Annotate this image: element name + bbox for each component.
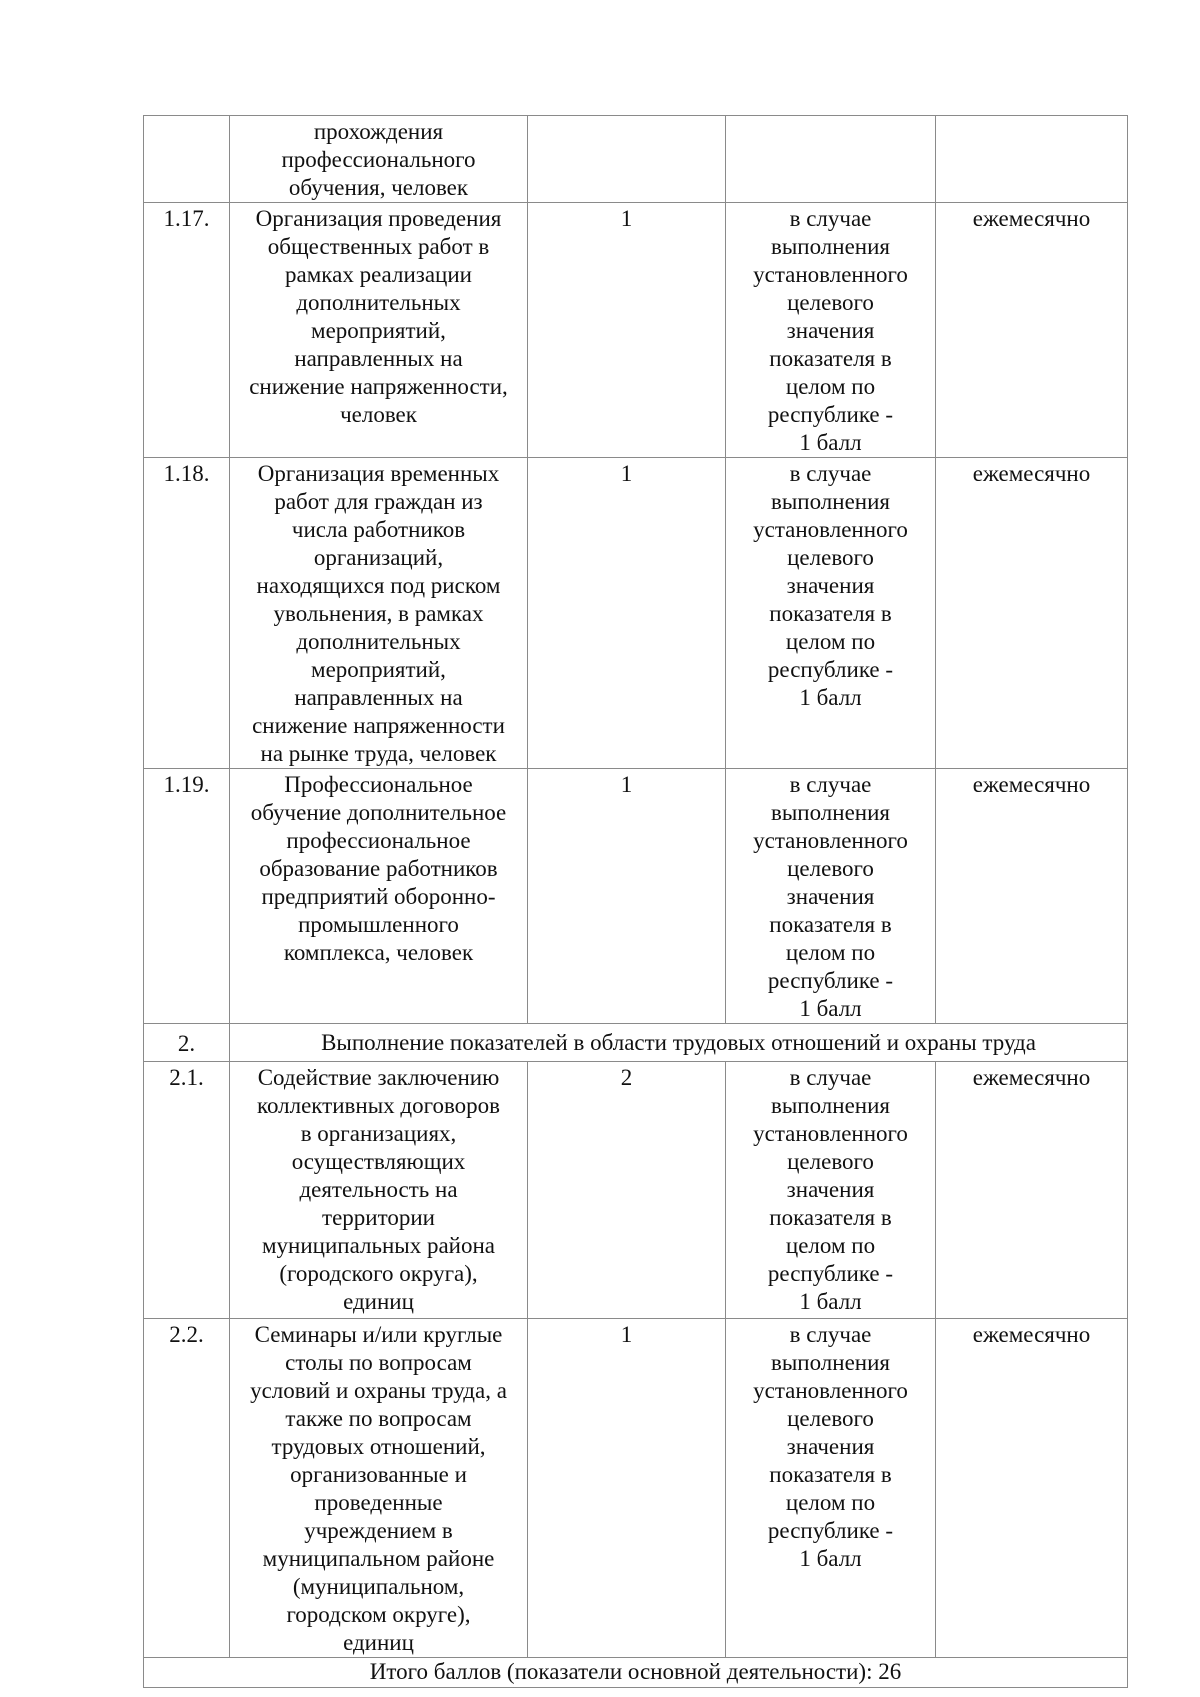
period-cell: ежемесячно bbox=[936, 769, 1128, 1024]
indicator-name-cell: Семинары и/или круглые столы по вопросам условий и охраны труда, а также по вопросам трудовых отношений, организованные и проведенные учреждением в муниципальном районе (муниципальном, городском округе), единиц bbox=[230, 1319, 528, 1658]
points-cell: 1 bbox=[528, 203, 726, 458]
indicator-name-cell: Организация временных работ для граждан из числа работников организаций, находящихся под риском увольнения, в рамках дополнительных мероприятий, направленных на снижение напряженности на рынке труда, человек bbox=[230, 458, 528, 769]
section-title-cell: Выполнение показателей в области трудовых отношений и охраны труда bbox=[230, 1024, 1128, 1062]
table-row bbox=[144, 1062, 1128, 1319]
points-cell bbox=[528, 116, 726, 203]
condition-cell: в случае выполнения установленного целевого значения показателя в целом по республике - 1 балл bbox=[726, 1319, 936, 1658]
indicator-name-cell: Содействие заключению коллективных договоров в организациях, осуществляющих деятельность на территории муниципальных района (городского округа), единиц bbox=[230, 1062, 528, 1319]
points-cell: 1 bbox=[528, 458, 726, 769]
indicator-name-cell: Профессиональное обучение дополнительное профессиональное образование работников предприятий оборонно- промышленного комплекса, человек bbox=[230, 769, 528, 1024]
condition-cell: в случае выполнения установленного целевого значения показателя в целом по республике - 1 балл bbox=[726, 458, 936, 769]
period-cell: ежемесячно bbox=[936, 203, 1128, 458]
total-row bbox=[144, 1658, 1128, 1688]
section-header-row bbox=[144, 1024, 1128, 1062]
indicator-name-cell: прохождения профессионального обучения, человек bbox=[230, 116, 528, 203]
period-cell bbox=[936, 116, 1128, 203]
row-number-cell: 1.17. bbox=[144, 203, 230, 458]
points-cell: 2 bbox=[528, 1062, 726, 1319]
row-number-cell bbox=[144, 116, 230, 203]
row-number-cell: 2.2. bbox=[144, 1319, 230, 1658]
period-cell: ежемесячно bbox=[936, 458, 1128, 769]
condition-cell: в случае выполнения установленного целевого значения показателя в целом по республике - 1 балл bbox=[726, 203, 936, 458]
row-number-cell: 1.19. bbox=[144, 769, 230, 1024]
indicators-table bbox=[143, 115, 1128, 1688]
table-row bbox=[144, 769, 1128, 1024]
table-row bbox=[144, 1319, 1128, 1658]
total-points-cell: Итого баллов (показатели основной деятельности): 26 bbox=[144, 1658, 1128, 1688]
row-number-cell: 1.18. bbox=[144, 458, 230, 769]
indicator-name-cell: Организация проведения общественных работ в рамках реализации дополнительных мероприятий, направленных на снижение напряженности, человек bbox=[230, 203, 528, 458]
row-number-cell: 2.1. bbox=[144, 1062, 230, 1319]
section-number-cell: 2. bbox=[144, 1024, 230, 1062]
table-row bbox=[144, 203, 1128, 458]
condition-cell bbox=[726, 116, 936, 203]
points-cell: 1 bbox=[528, 1319, 726, 1658]
condition-cell: в случае выполнения установленного целевого значения показателя в целом по республике - 1 балл bbox=[726, 1062, 936, 1319]
condition-cell: в случае выполнения установленного целевого значения показателя в целом по республике - 1 балл bbox=[726, 769, 936, 1024]
period-cell: ежемесячно bbox=[936, 1062, 1128, 1319]
points-cell: 1 bbox=[528, 769, 726, 1024]
table-row bbox=[144, 458, 1128, 769]
period-cell: ежемесячно bbox=[936, 1319, 1128, 1658]
table-row bbox=[144, 116, 1128, 203]
